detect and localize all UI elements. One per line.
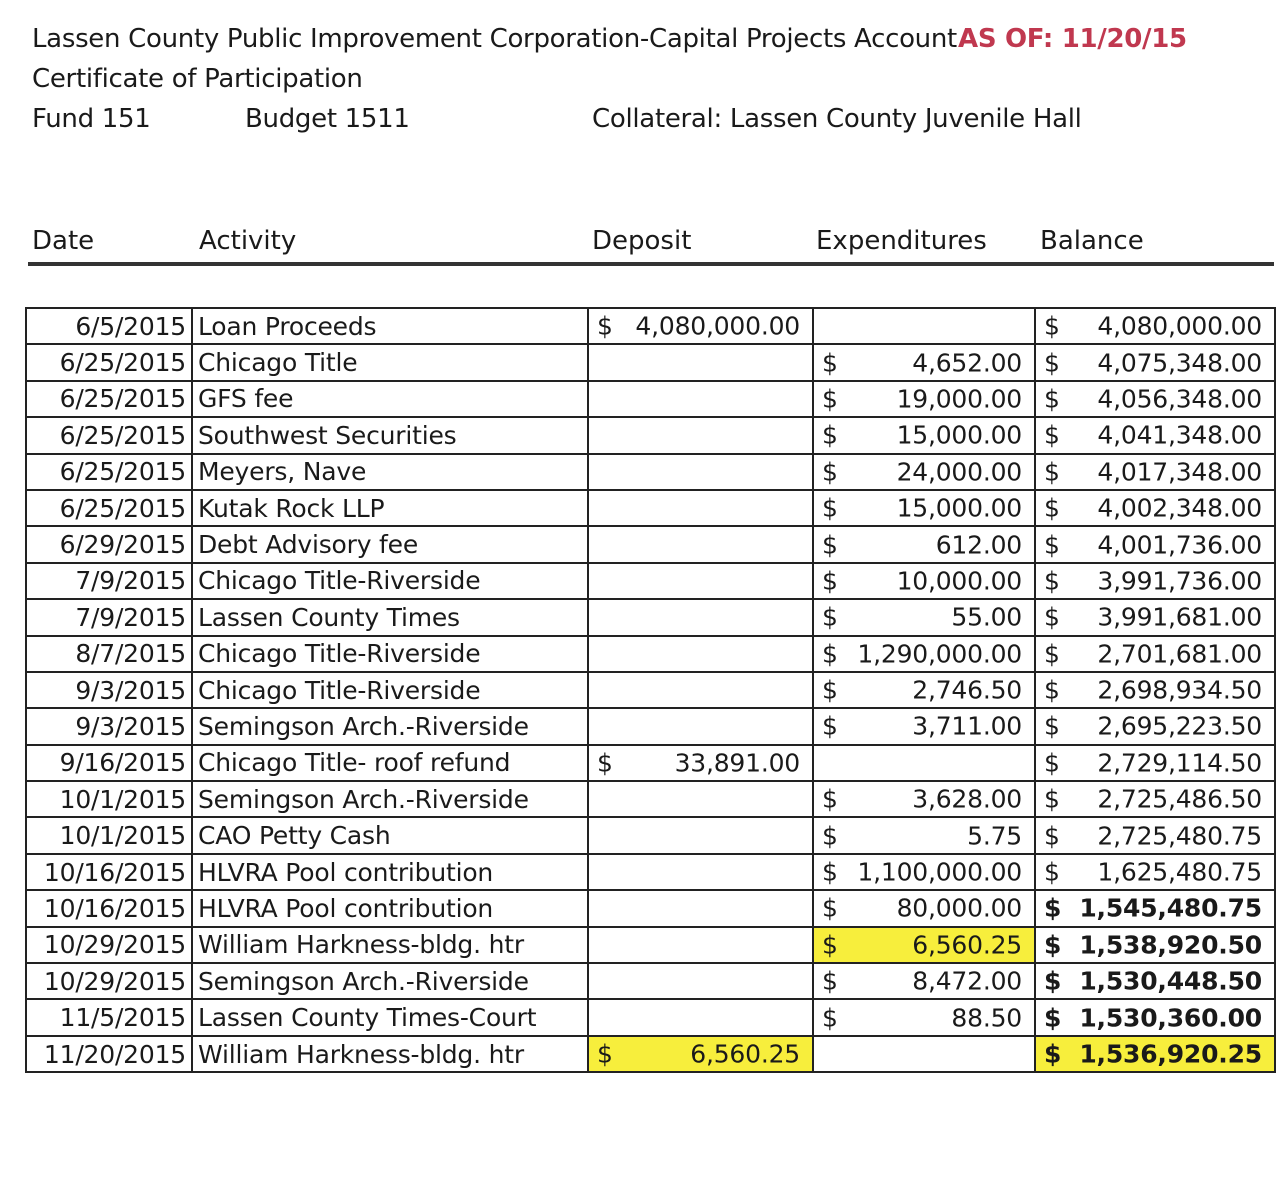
date-cell: 7/9/2015: [26, 599, 192, 635]
expenditure-cell: [813, 963, 1035, 999]
currency-symbol: $: [1044, 711, 1060, 741]
balance-cell: [1035, 1036, 1275, 1072]
deposit-cell: [588, 417, 813, 453]
expenditure-cell: [813, 417, 1035, 453]
currency-symbol: $: [1044, 420, 1060, 450]
table-row: [26, 344, 1275, 380]
date-cell: 10/1/2015: [26, 781, 192, 817]
expenditure-cell: [813, 526, 1035, 562]
expenditure-cell: [813, 308, 1035, 344]
activity-cell: Chicago Title-Riverside: [192, 636, 588, 672]
currency-symbol: $: [1044, 348, 1060, 378]
currency-symbol: $: [1044, 784, 1060, 814]
deposit-cell: [588, 781, 813, 817]
activity-cell: Chicago Title-Riverside: [192, 672, 588, 708]
balance-cell: [1035, 599, 1275, 635]
table-row: [26, 745, 1275, 781]
table-row: [26, 817, 1275, 853]
expenditure-cell: [813, 890, 1035, 926]
expenditure-cell-amount: 3,711.00: [912, 711, 1022, 741]
activity-cell: Southwest Securities: [192, 417, 588, 453]
deposit-cell: [588, 636, 813, 672]
deposit-cell: [588, 708, 813, 744]
currency-symbol: $: [1044, 893, 1062, 923]
currency-symbol: $: [597, 748, 613, 778]
activity-cell: GFS fee: [192, 381, 588, 417]
currency-symbol: $: [1044, 639, 1060, 669]
currency-symbol: $: [822, 675, 838, 705]
fund-label: Fund 151: [32, 104, 151, 134]
activity-cell: HLVRA Pool contribution: [192, 854, 588, 890]
currency-symbol: $: [822, 966, 838, 996]
expenditure-cell: [813, 344, 1035, 380]
expenditure-cell-amount: 4,652.00: [912, 348, 1022, 378]
table-row: [26, 563, 1275, 599]
expenditure-cell-amount: 10,000.00: [896, 566, 1022, 596]
table-row: [26, 1036, 1275, 1072]
table-row: [26, 672, 1275, 708]
activity-cell: William Harkness-bldg. htr: [192, 927, 588, 963]
date-cell: 10/29/2015: [26, 963, 192, 999]
currency-symbol: $: [1044, 602, 1060, 632]
currency-symbol: $: [1044, 930, 1062, 960]
deposit-cell: [588, 745, 813, 781]
balance-cell-amount: 2,725,480.75: [1097, 821, 1262, 851]
date-cell: 6/25/2015: [26, 490, 192, 526]
balance-cell-amount: 1,545,480.75: [1079, 893, 1262, 923]
expenditure-cell: [813, 927, 1035, 963]
deposit-cell: [588, 999, 813, 1035]
currency-symbol: $: [1044, 311, 1060, 341]
expenditure-cell-amount: 15,000.00: [896, 420, 1022, 450]
expenditure-cell-amount: 19,000.00: [896, 384, 1022, 414]
expenditure-cell: [813, 672, 1035, 708]
column-header-balance: Balance: [1040, 226, 1144, 256]
activity-cell: HLVRA Pool contribution: [192, 890, 588, 926]
deposit-cell-amount: 33,891.00: [674, 748, 800, 778]
balance-cell-amount: 3,991,736.00: [1097, 566, 1262, 596]
expenditure-cell-amount: 6,560.25: [912, 930, 1022, 960]
balance-cell: [1035, 963, 1275, 999]
activity-cell: Chicago Title-Riverside: [192, 563, 588, 599]
date-cell: 6/25/2015: [26, 344, 192, 380]
balance-cell: [1035, 890, 1275, 926]
header-divider: [28, 262, 1274, 266]
expenditure-cell-amount: 15,000.00: [896, 493, 1022, 523]
currency-symbol: $: [1044, 1003, 1062, 1033]
currency-symbol: $: [822, 930, 838, 960]
table-row: [26, 308, 1275, 344]
expenditure-cell-amount: 24,000.00: [896, 457, 1022, 487]
table-row: [26, 490, 1275, 526]
table-row: [26, 454, 1275, 490]
balance-cell: [1035, 381, 1275, 417]
balance-cell-amount: 4,075,348.00: [1097, 348, 1262, 378]
expenditure-cell: [813, 781, 1035, 817]
balance-cell: [1035, 526, 1275, 562]
balance-cell: [1035, 454, 1275, 490]
balance-cell: [1035, 636, 1275, 672]
balance-cell-amount: 4,002,348.00: [1097, 493, 1262, 523]
expenditure-cell: [813, 999, 1035, 1035]
date-cell: 10/1/2015: [26, 817, 192, 853]
table-row: [26, 854, 1275, 890]
deposit-cell: [588, 963, 813, 999]
balance-cell-amount: 4,056,348.00: [1097, 384, 1262, 414]
currency-symbol: $: [822, 420, 838, 450]
currency-symbol: $: [1044, 493, 1060, 523]
ledger-body: [26, 308, 1275, 1072]
date-cell: 9/3/2015: [26, 708, 192, 744]
expenditure-cell: [813, 636, 1035, 672]
date-cell: 11/5/2015: [26, 999, 192, 1035]
activity-cell: Chicago Title: [192, 344, 588, 380]
deposit-cell: [588, 563, 813, 599]
expenditure-cell-amount: 3,628.00: [912, 784, 1022, 814]
deposit-cell: [588, 1036, 813, 1072]
column-header-activity: Activity: [199, 226, 297, 256]
balance-cell: [1035, 308, 1275, 344]
deposit-cell: [588, 490, 813, 526]
document-title: Lassen County Public Improvement Corporation-Capital Projects Account: [32, 24, 957, 54]
currency-symbol: $: [822, 348, 838, 378]
balance-cell-amount: 2,725,486.50: [1097, 784, 1262, 814]
column-header-deposit: Deposit: [592, 226, 692, 256]
date-cell: 10/16/2015: [26, 890, 192, 926]
activity-cell: Meyers, Nave: [192, 454, 588, 490]
deposit-cell: [588, 381, 813, 417]
expenditure-cell: [813, 854, 1035, 890]
balance-cell-amount: 2,729,114.50: [1097, 748, 1262, 778]
currency-symbol: $: [822, 566, 838, 596]
expenditure-cell-amount: 612.00: [935, 530, 1022, 560]
balance-cell-amount: 2,701,681.00: [1097, 639, 1262, 669]
column-header-expenditures: Expenditures: [816, 226, 987, 256]
currency-symbol: $: [597, 311, 613, 341]
balance-cell: [1035, 927, 1275, 963]
expenditure-cell-amount: 80,000.00: [896, 893, 1022, 923]
deposit-cell: [588, 672, 813, 708]
date-cell: 6/5/2015: [26, 308, 192, 344]
balance-cell: [1035, 417, 1275, 453]
table-row: [26, 999, 1275, 1035]
table-row: [26, 963, 1275, 999]
table-row: [26, 381, 1275, 417]
balance-cell: [1035, 708, 1275, 744]
currency-symbol: $: [822, 784, 838, 814]
expenditure-cell: [813, 1036, 1035, 1072]
balance-cell: [1035, 745, 1275, 781]
currency-symbol: $: [822, 893, 838, 923]
currency-symbol: $: [597, 1039, 613, 1069]
deposit-cell: [588, 854, 813, 890]
expenditure-cell: [813, 381, 1035, 417]
balance-cell-amount: 3,991,681.00: [1097, 602, 1262, 632]
deposit-cell-amount: 6,560.25: [690, 1039, 800, 1069]
date-cell: 10/29/2015: [26, 927, 192, 963]
balance-cell-amount: 1,538,920.50: [1079, 930, 1262, 960]
balance-cell: [1035, 490, 1275, 526]
currency-symbol: $: [1044, 457, 1060, 487]
table-row: [26, 636, 1275, 672]
currency-symbol: $: [1044, 857, 1060, 887]
balance-cell-amount: 1,625,480.75: [1097, 857, 1262, 887]
date-cell: 7/9/2015: [26, 563, 192, 599]
table-row: [26, 417, 1275, 453]
expenditure-cell-amount: 1,100,000.00: [857, 857, 1022, 887]
currency-symbol: $: [822, 602, 838, 632]
activity-cell: Semingson Arch.-Riverside: [192, 781, 588, 817]
currency-symbol: $: [1044, 1039, 1062, 1069]
balance-cell-amount: 4,041,348.00: [1097, 420, 1262, 450]
expenditure-cell-amount: 5.75: [967, 821, 1022, 851]
currency-symbol: $: [1044, 966, 1062, 996]
expenditure-cell: [813, 563, 1035, 599]
expenditure-cell-amount: 1,290,000.00: [857, 639, 1022, 669]
activity-cell: CAO Petty Cash: [192, 817, 588, 853]
currency-symbol: $: [1044, 530, 1060, 560]
deposit-cell: [588, 526, 813, 562]
currency-symbol: $: [822, 493, 838, 523]
currency-symbol: $: [822, 1003, 838, 1033]
balance-cell: [1035, 344, 1275, 380]
expenditure-cell-amount: 2,746.50: [912, 675, 1022, 705]
expenditure-cell-amount: 8,472.00: [912, 966, 1022, 996]
deposit-cell: [588, 599, 813, 635]
table-row: [26, 927, 1275, 963]
deposit-cell: [588, 454, 813, 490]
balance-cell-amount: 2,698,934.50: [1097, 675, 1262, 705]
as-of-date: AS OF: 11/20/15: [958, 24, 1187, 54]
currency-symbol: $: [822, 639, 838, 669]
table-row: [26, 890, 1275, 926]
balance-cell: [1035, 999, 1275, 1035]
deposit-cell: [588, 308, 813, 344]
table-row: [26, 781, 1275, 817]
balance-cell-amount: 4,017,348.00: [1097, 457, 1262, 487]
currency-symbol: $: [1044, 384, 1060, 414]
table-row: [26, 599, 1275, 635]
balance-cell: [1035, 817, 1275, 853]
collateral-label: Collateral: Lassen County Juvenile Hall: [592, 104, 1082, 134]
date-cell: 6/25/2015: [26, 454, 192, 490]
expenditure-cell-amount: 55.00: [951, 602, 1022, 632]
balance-cell-amount: 4,001,736.00: [1097, 530, 1262, 560]
balance-cell: [1035, 781, 1275, 817]
balance-cell: [1035, 854, 1275, 890]
activity-cell: Lassen County Times-Court: [192, 999, 588, 1035]
table-row: [26, 526, 1275, 562]
date-cell: 8/7/2015: [26, 636, 192, 672]
expenditure-cell: [813, 490, 1035, 526]
activity-cell: Lassen County Times: [192, 599, 588, 635]
date-cell: 6/25/2015: [26, 417, 192, 453]
document-subtitle: Certificate of Participation: [32, 64, 363, 94]
date-cell: 10/16/2015: [26, 854, 192, 890]
currency-symbol: $: [822, 821, 838, 851]
deposit-cell-amount: 4,080,000.00: [635, 311, 800, 341]
balance-cell: [1035, 672, 1275, 708]
balance-cell-amount: 1,536,920.25: [1079, 1039, 1262, 1069]
currency-symbol: $: [822, 457, 838, 487]
expenditure-cell-amount: 88.50: [951, 1003, 1022, 1033]
budget-label: Budget 1511: [245, 104, 410, 134]
deposit-cell: [588, 927, 813, 963]
deposit-cell: [588, 817, 813, 853]
expenditure-cell: [813, 745, 1035, 781]
activity-cell: Debt Advisory fee: [192, 526, 588, 562]
activity-cell: Semingson Arch.-Riverside: [192, 708, 588, 744]
currency-symbol: $: [822, 530, 838, 560]
expenditure-cell: [813, 454, 1035, 490]
balance-cell-amount: 1,530,360.00: [1079, 1003, 1262, 1033]
expenditure-cell: [813, 599, 1035, 635]
balance-cell-amount: 1,530,448.50: [1079, 966, 1262, 996]
activity-cell: Semingson Arch.-Riverside: [192, 963, 588, 999]
date-cell: 9/3/2015: [26, 672, 192, 708]
activity-cell: Chicago Title- roof refund: [192, 745, 588, 781]
date-cell: 6/29/2015: [26, 526, 192, 562]
column-header-date: Date: [32, 226, 95, 256]
currency-symbol: $: [1044, 675, 1060, 705]
balance-cell-amount: 4,080,000.00: [1097, 311, 1262, 341]
date-cell: 6/25/2015: [26, 381, 192, 417]
balance-cell: [1035, 563, 1275, 599]
ledger-table: [25, 307, 1276, 1073]
currency-symbol: $: [822, 711, 838, 741]
expenditure-cell: [813, 817, 1035, 853]
date-cell: 9/16/2015: [26, 745, 192, 781]
deposit-cell: [588, 344, 813, 380]
balance-cell-amount: 2,695,223.50: [1097, 711, 1262, 741]
currency-symbol: $: [822, 857, 838, 887]
deposit-cell: [588, 890, 813, 926]
currency-symbol: $: [1044, 748, 1060, 778]
currency-symbol: $: [1044, 566, 1060, 596]
expenditure-cell: [813, 708, 1035, 744]
currency-symbol: $: [1044, 821, 1060, 851]
currency-symbol: $: [822, 384, 838, 414]
date-cell: 11/20/2015: [26, 1036, 192, 1072]
activity-cell: Kutak Rock LLP: [192, 490, 588, 526]
activity-cell: William Harkness-bldg. htr: [192, 1036, 588, 1072]
table-row: [26, 708, 1275, 744]
activity-cell: Loan Proceeds: [192, 308, 588, 344]
